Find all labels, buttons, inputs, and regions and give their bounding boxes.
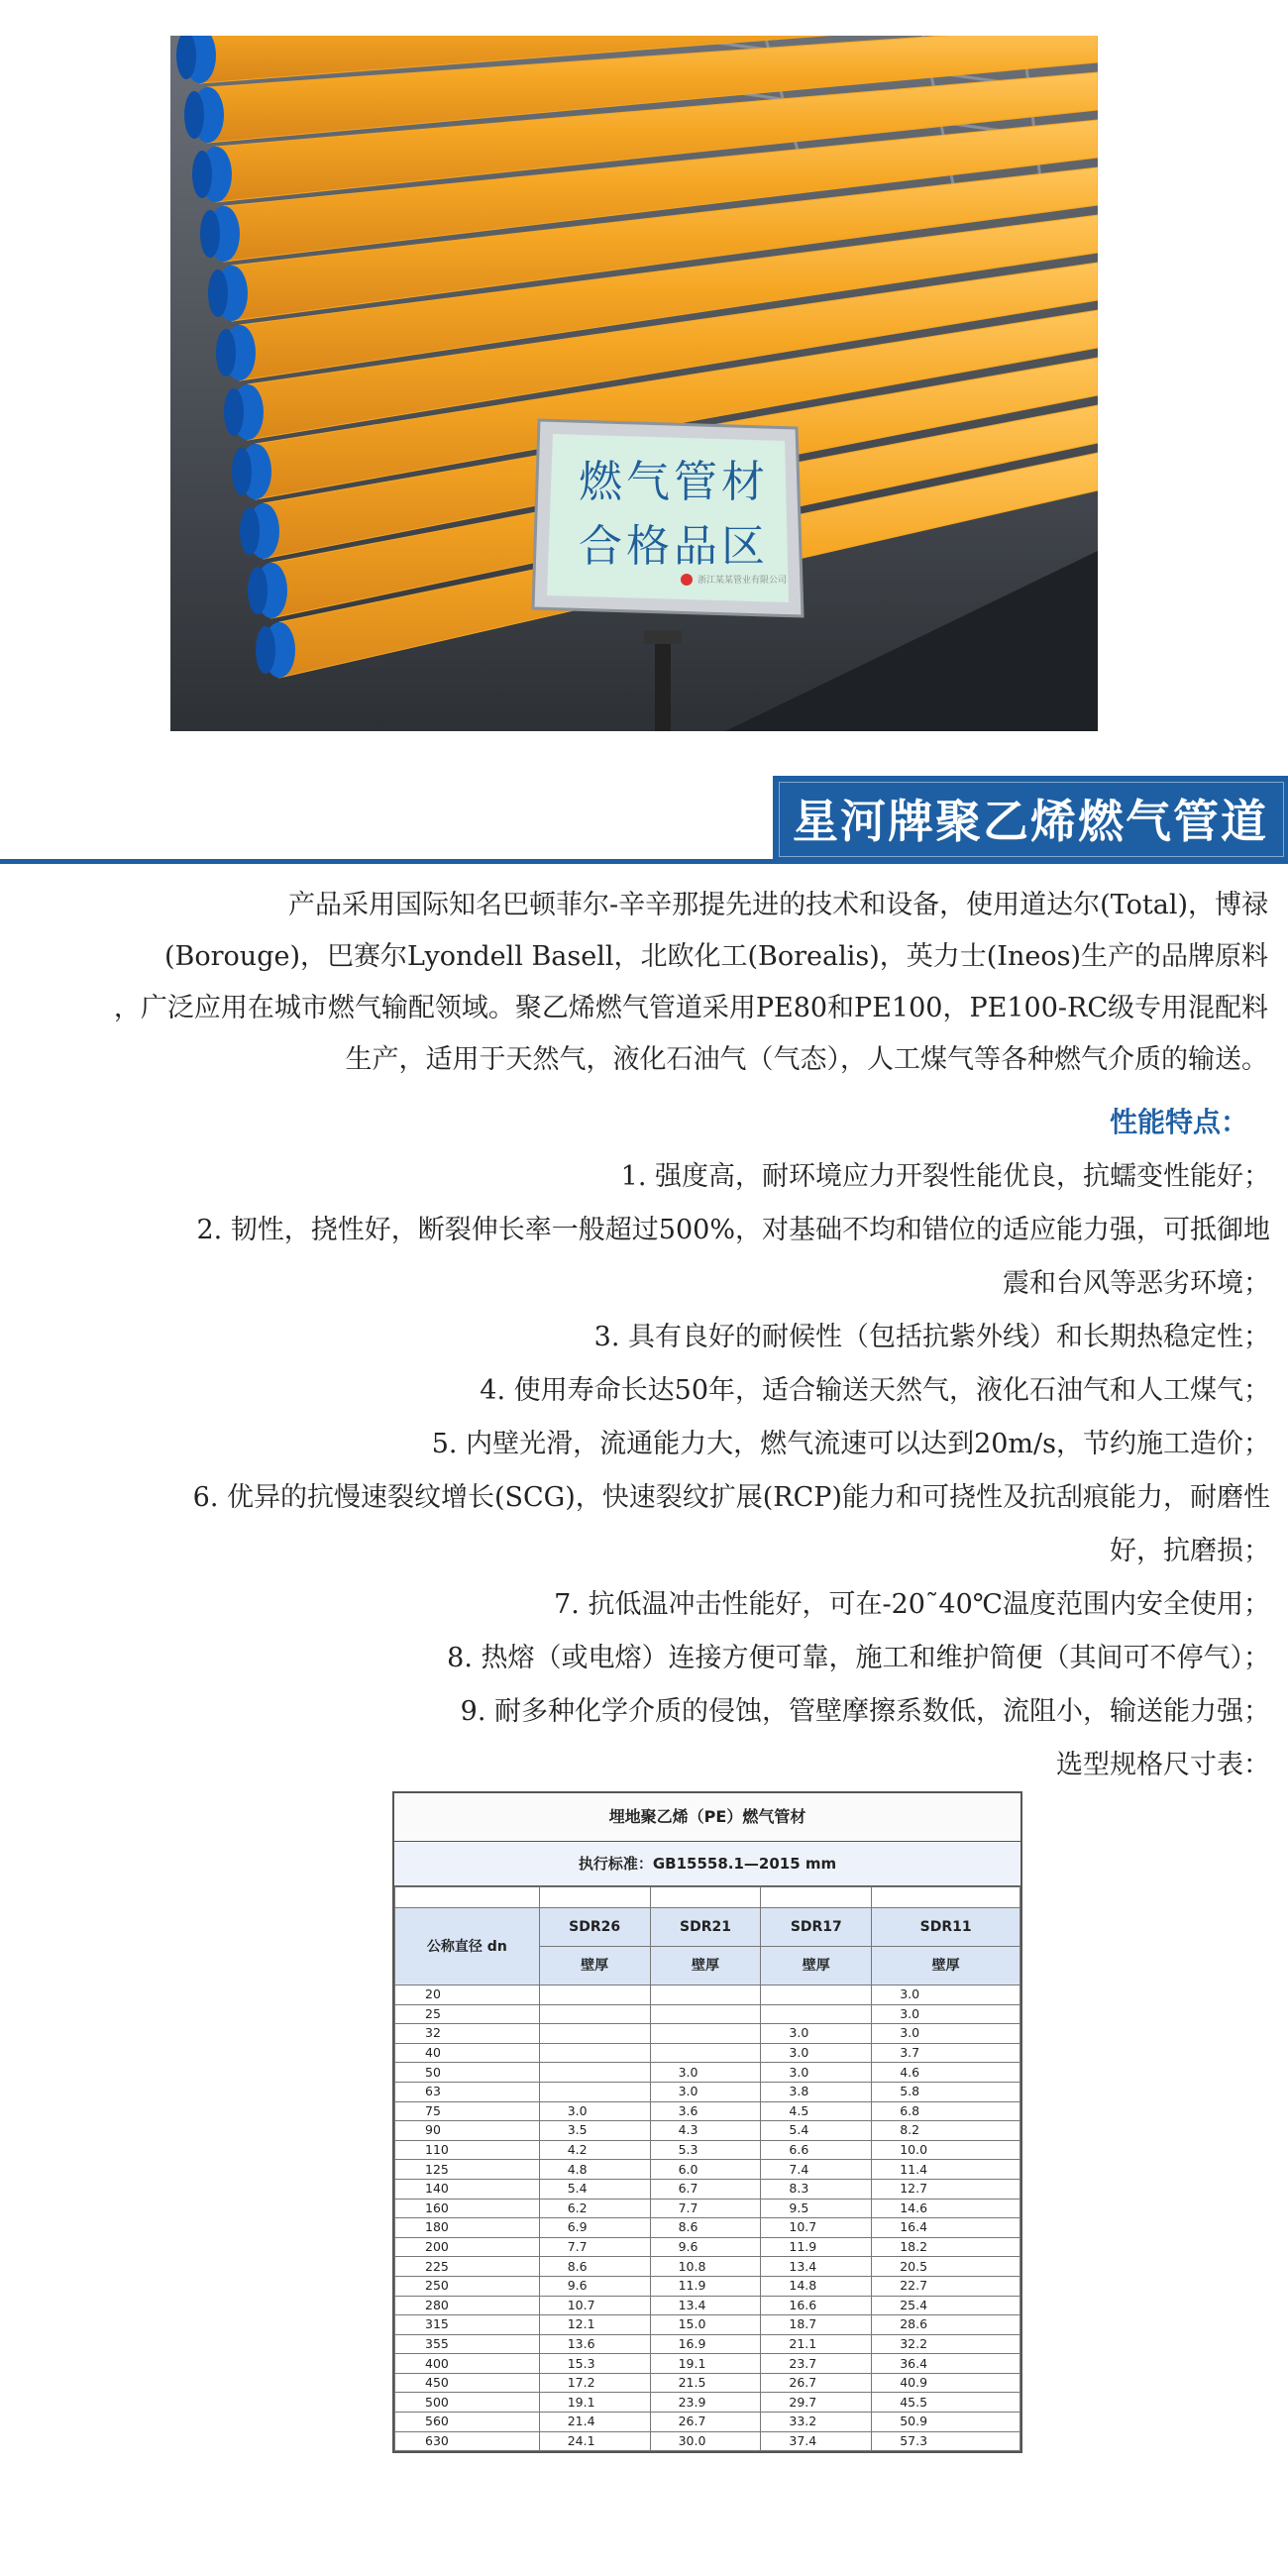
spec-table-caption: 选型规格尺寸表： [1056, 1750, 1270, 1780]
wall-cell: 3.8 [761, 2082, 872, 2101]
wall-cell: 9.6 [539, 2276, 650, 2296]
dn-cell: 75 [395, 2101, 540, 2121]
wall-cell: 13.4 [650, 2296, 761, 2315]
wall-cell: 5.8 [872, 2082, 1020, 2101]
table-row [395, 2121, 1020, 2141]
wall-cell: 33.2 [761, 2413, 872, 2432]
wall-cell [539, 1986, 650, 2005]
wall-cell: 12.1 [539, 2315, 650, 2335]
feature-2: 2. 韧性，挠性好，断裂伸长率一般超过500%，对基础不均和错位的适应能力强，可抵御地 [196, 1215, 1270, 1245]
wall-cell: 23.9 [650, 2393, 761, 2413]
intro-line-3: ，广泛应用在城市燃气输配领域。聚乙烯燃气管道采用PE80和PE100，PE100-RC级专用混配料 [113, 993, 1268, 1023]
wall-cell: 3.0 [650, 2063, 761, 2083]
dn-cell: 250 [395, 2276, 540, 2296]
wall-cell: 13.6 [539, 2334, 650, 2354]
wall-cell [650, 2024, 761, 2044]
feature-2-cont: 震和台风等恶劣环境； [1003, 1268, 1270, 1299]
table-row [395, 2276, 1020, 2296]
sign-footer: 浙江某某管业有限公司 [698, 576, 788, 586]
sign-post-bracket [644, 630, 682, 644]
table-row [395, 2373, 1020, 2393]
sdr-header: SDR11 [872, 1908, 1020, 1947]
table-row [395, 2393, 1020, 2413]
dn-header: 公称直径 dn [395, 1908, 540, 1986]
wall-cell: 16.4 [872, 2218, 1020, 2238]
wall-cell: 11.9 [650, 2276, 761, 2296]
spec-table [392, 1791, 1022, 2453]
table-row [395, 2257, 1020, 2277]
table-row [395, 2043, 1020, 2063]
wall-cell: 6.6 [761, 2140, 872, 2160]
table-row [395, 2160, 1020, 2180]
wall-cell [761, 1986, 872, 2005]
table-row [395, 2082, 1020, 2101]
table-row [395, 2296, 1020, 2315]
wall-cell: 19.1 [650, 2354, 761, 2374]
spec-grid [394, 1886, 1020, 2451]
wall-cell: 3.0 [872, 2024, 1020, 2044]
wall-cell: 10.7 [761, 2218, 872, 2238]
table-row [395, 2334, 1020, 2354]
pipes-illustration [170, 36, 1098, 731]
wall-cell: 3.0 [761, 2043, 872, 2063]
wall-cell: 28.6 [872, 2315, 1020, 2335]
wall-cell: 5.4 [761, 2121, 872, 2141]
wall-cell: 18.7 [761, 2315, 872, 2335]
dn-cell: 110 [395, 2140, 540, 2160]
wall-cell: 21.4 [539, 2413, 650, 2432]
wall-cell: 8.6 [539, 2257, 650, 2277]
wall-cell: 3.6 [650, 2101, 761, 2121]
wall-cell: 36.4 [872, 2354, 1020, 2374]
wall-cell [650, 2004, 761, 2024]
dn-cell: 160 [395, 2199, 540, 2218]
wall-cell [539, 2063, 650, 2083]
wall-cell: 22.7 [872, 2276, 1020, 2296]
dn-cell: 450 [395, 2373, 540, 2393]
dn-cell: 180 [395, 2218, 540, 2238]
wall-cell: 25.4 [872, 2296, 1020, 2315]
wall-cell: 37.4 [761, 2431, 872, 2451]
pipe-end-cap-shadow [240, 507, 260, 555]
feature-7: 7. 抗低温冲击性能好，可在-20˜40℃温度范围内安全使用； [554, 1589, 1270, 1620]
wall-cell: 11.4 [872, 2160, 1020, 2180]
sign-post [655, 640, 671, 731]
spec-header-row [395, 1908, 1020, 1947]
wall-cell: 32.2 [872, 2334, 1020, 2354]
wall-header: 壁厚 [650, 1947, 761, 1986]
wall-cell [539, 2004, 650, 2024]
wall-cell: 6.9 [539, 2218, 650, 2238]
wall-cell [650, 1986, 761, 2005]
sdr-header: SDR17 [761, 1908, 872, 1947]
wall-cell: 7.4 [761, 2160, 872, 2180]
wall-cell: 3.0 [761, 2063, 872, 2083]
spacer-cell [395, 1887, 540, 1908]
wall-cell: 21.1 [761, 2334, 872, 2354]
wall-cell: 4.2 [539, 2140, 650, 2160]
wall-cell: 14.6 [872, 2199, 1020, 2218]
wall-cell: 6.8 [872, 2101, 1020, 2121]
wall-cell: 50.9 [872, 2413, 1020, 2432]
dn-cell: 630 [395, 2431, 540, 2451]
wall-cell: 4.6 [872, 2063, 1020, 2083]
dn-cell: 225 [395, 2257, 540, 2277]
spec-table-title: 埋地聚乙烯（PE）燃气管材 [394, 1793, 1020, 1842]
page-title: 星河牌聚乙烯燃气管道 [793, 795, 1268, 848]
table-row [395, 1986, 1020, 2005]
spec-table-standard: 执行标准：GB15558.1—2015 mm [394, 1842, 1020, 1886]
spacer-cell [761, 1887, 872, 1908]
wall-cell: 3.0 [539, 2101, 650, 2121]
wall-cell: 57.3 [872, 2431, 1020, 2451]
dn-cell: 500 [395, 2393, 540, 2413]
wall-cell: 19.1 [539, 2393, 650, 2413]
feature-6: 6. 优异的抗慢速裂纹增长(SCG)，快速裂纹扩展(RCP)能力和可挠性及抗刮痕能力，耐磨性 [192, 1482, 1270, 1513]
feature-6-cont: 好，抗磨损； [1110, 1536, 1270, 1566]
spacer-cell [872, 1887, 1020, 1908]
sign-logo-icon [681, 574, 693, 586]
dn-cell: 355 [395, 2334, 540, 2354]
wall-cell: 17.2 [539, 2373, 650, 2393]
pipe-end-cap-shadow [184, 91, 204, 139]
dn-cell: 63 [395, 2082, 540, 2101]
sign-line2: 合格品区 [579, 521, 769, 572]
wall-header: 壁厚 [539, 1947, 650, 1986]
table-row [395, 2354, 1020, 2374]
dn-cell: 25 [395, 2004, 540, 2024]
wall-cell: 8.2 [872, 2121, 1020, 2141]
table-row [395, 2024, 1020, 2044]
pipe-end-cap-shadow [200, 210, 220, 258]
wall-cell: 5.4 [539, 2179, 650, 2199]
wall-cell: 3.0 [872, 1986, 1020, 2005]
feature-1: 1. 强度高，耐环境应力开裂性能优良，抗蠕变性能好； [620, 1161, 1270, 1192]
sign-board [533, 420, 803, 616]
table-row [395, 2179, 1020, 2199]
wall-cell: 6.7 [650, 2179, 761, 2199]
dn-cell: 32 [395, 2024, 540, 2044]
wall-cell [650, 2043, 761, 2063]
wall-cell: 7.7 [650, 2199, 761, 2218]
dn-cell: 20 [395, 1986, 540, 2005]
dn-cell: 50 [395, 2063, 540, 2083]
table-row [395, 2004, 1020, 2024]
features-heading: 性能特点： [1109, 1106, 1248, 1138]
dn-cell: 280 [395, 2296, 540, 2315]
wall-cell: 16.6 [761, 2296, 872, 2315]
table-row [395, 2237, 1020, 2257]
wall-cell: 4.3 [650, 2121, 761, 2141]
wall-cell [761, 2004, 872, 2024]
wall-cell: 3.0 [872, 2004, 1020, 2024]
dn-cell: 315 [395, 2315, 540, 2335]
pipe-end-cap-shadow [208, 269, 228, 317]
wall-cell: 6.2 [539, 2199, 650, 2218]
wall-cell: 9.6 [650, 2237, 761, 2257]
wall-cell: 15.3 [539, 2354, 650, 2374]
wall-cell: 7.7 [539, 2237, 650, 2257]
table-row [395, 2063, 1020, 2083]
pipe-end-cap-shadow [224, 388, 244, 436]
wall-cell: 3.0 [650, 2082, 761, 2101]
wall-header: 壁厚 [872, 1947, 1020, 1986]
wall-cell: 23.7 [761, 2354, 872, 2374]
dn-cell: 125 [395, 2160, 540, 2180]
intro-line-2: (Borouge)，巴赛尔Lyondell Basell，北欧化工(Borealis)，英力士(Ineos)生产的品牌原料 [164, 941, 1268, 972]
intro-line-4: 生产，适用于天然气，液化石油气（气态），人工煤气等各种燃气介质的输送。 [345, 1044, 1268, 1075]
dn-cell: 90 [395, 2121, 540, 2141]
table-row [395, 2199, 1020, 2218]
wall-cell: 24.1 [539, 2431, 650, 2451]
wall-cell: 11.9 [761, 2237, 872, 2257]
dn-cell: 560 [395, 2413, 540, 2432]
wall-cell: 21.5 [650, 2373, 761, 2393]
wall-cell: 45.5 [872, 2393, 1020, 2413]
wall-cell: 3.7 [872, 2043, 1020, 2063]
pipe-end-cap-shadow [216, 329, 236, 376]
table-row [395, 2140, 1020, 2160]
wall-cell: 13.4 [761, 2257, 872, 2277]
product-photo [170, 36, 1098, 731]
feature-9: 9. 耐多种化学介质的侵蚀，管壁摩擦系数低，流阻小，输送能力强； [460, 1696, 1270, 1727]
dn-cell: 140 [395, 2179, 540, 2199]
wall-cell: 4.5 [761, 2101, 872, 2121]
pipe-end-cap-shadow [192, 151, 212, 198]
pipe-end-cap-shadow [248, 567, 268, 614]
page-title-banner [773, 776, 1288, 861]
pipe-end-cap-shadow [256, 626, 275, 674]
wall-cell: 10.0 [872, 2140, 1020, 2160]
sdr-header: SDR21 [650, 1908, 761, 1947]
wall-cell: 12.7 [872, 2179, 1020, 2199]
wall-cell: 3.5 [539, 2121, 650, 2141]
sign-line1: 燃气管材 [579, 457, 769, 507]
wall-cell [539, 2043, 650, 2063]
wall-cell: 29.7 [761, 2393, 872, 2413]
wall-cell: 26.7 [761, 2373, 872, 2393]
wall-cell: 18.2 [872, 2237, 1020, 2257]
spacer-cell [539, 1887, 650, 1908]
pipe-end-cap-shadow [232, 448, 252, 495]
wall-cell: 14.8 [761, 2276, 872, 2296]
wall-cell: 5.3 [650, 2140, 761, 2160]
dn-cell: 400 [395, 2354, 540, 2374]
table-row [395, 2101, 1020, 2121]
spec-spacer-row [395, 1887, 1020, 1908]
wall-cell: 15.0 [650, 2315, 761, 2335]
wall-cell: 8.3 [761, 2179, 872, 2199]
feature-4: 4. 使用寿命长达50年，适合输送天然气，液化石油气和人工煤气； [480, 1375, 1270, 1406]
wall-cell: 10.8 [650, 2257, 761, 2277]
wall-cell: 3.0 [761, 2024, 872, 2044]
table-row [395, 2315, 1020, 2335]
wall-cell: 40.9 [872, 2373, 1020, 2393]
dn-cell: 40 [395, 2043, 540, 2063]
feature-3: 3. 具有良好的耐候性（包括抗紫外线）和长期热稳定性； [593, 1322, 1270, 1352]
sdr-header: SDR26 [539, 1908, 650, 1947]
table-row [395, 2218, 1020, 2238]
spacer-cell [650, 1887, 761, 1908]
table-row [395, 2413, 1020, 2432]
wall-cell: 10.7 [539, 2296, 650, 2315]
feature-5: 5. 内壁光滑，流通能力大，燃气流速可以达到20m/s，节约施工造价； [431, 1429, 1270, 1459]
wall-header: 壁厚 [761, 1947, 872, 1986]
wall-cell: 6.0 [650, 2160, 761, 2180]
wall-cell: 30.0 [650, 2431, 761, 2451]
feature-8: 8. 热熔（或电熔）连接方便可靠，施工和维护简便（其间可不停气）； [447, 1643, 1270, 1673]
wall-cell: 20.5 [872, 2257, 1020, 2277]
wall-cell: 8.6 [650, 2218, 761, 2238]
table-row [395, 2431, 1020, 2451]
wall-cell [539, 2024, 650, 2044]
wall-cell: 9.5 [761, 2199, 872, 2218]
intro-line-1: 产品采用国际知名巴顿菲尔-辛辛那提先进的技术和设备，使用道达尔(Total)，博禄 [288, 890, 1268, 920]
wall-cell: 4.8 [539, 2160, 650, 2180]
dn-cell: 200 [395, 2237, 540, 2257]
wall-cell: 26.7 [650, 2413, 761, 2432]
wall-cell [539, 2082, 650, 2101]
wall-cell: 16.9 [650, 2334, 761, 2354]
